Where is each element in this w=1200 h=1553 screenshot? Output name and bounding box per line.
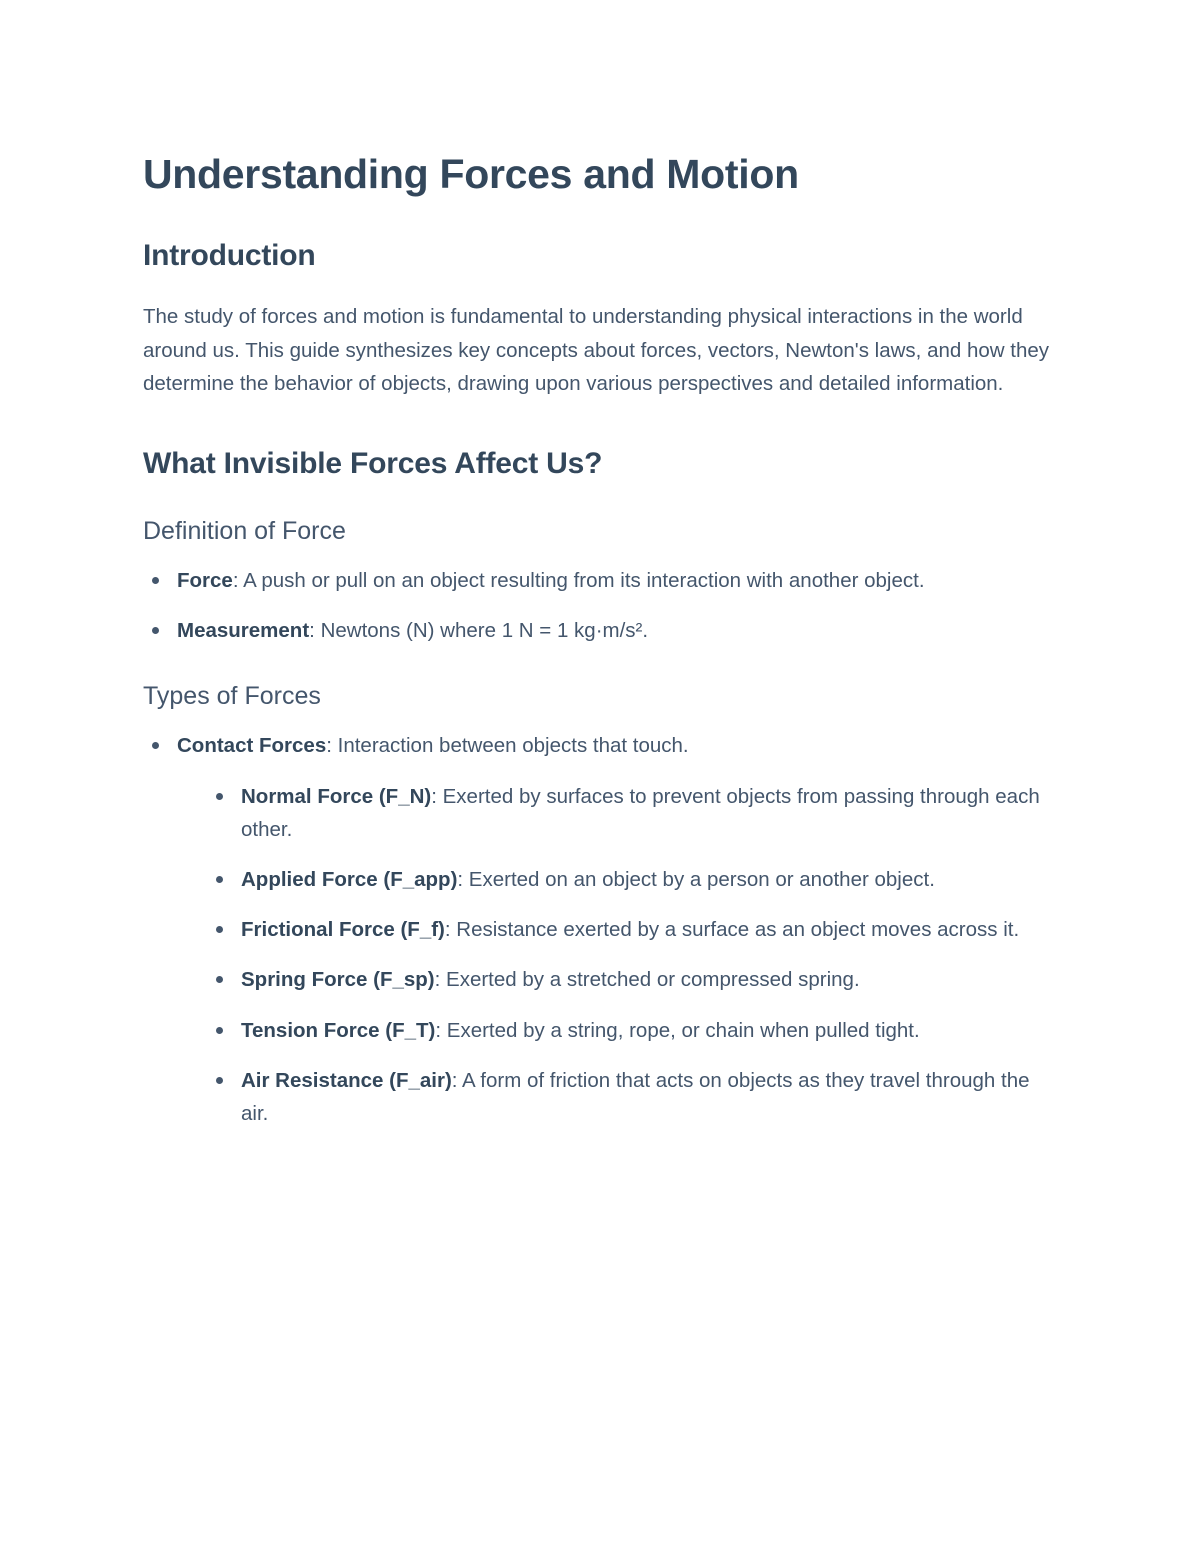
definition-list (143, 564, 1060, 647)
list-item (207, 780, 1060, 846)
list-item (143, 564, 1060, 597)
list-item (207, 1014, 1060, 1047)
subsection-heading-definition-of-force: Definition of Force (143, 516, 346, 545)
list-item-text: : Resistance exerted by a surface as an object moves across it. (444, 918, 1020, 942)
list-item (143, 729, 1060, 1130)
introduction-paragraph: The study of forces and motion is fundamental to understanding physical interactions in the world around us. This guide synthesizes key concepts about forces, vectors, Newton's laws, and how they determine the behavior of objects, drawing upon various perspectives and detailed information. (143, 305, 1050, 395)
list-item (207, 863, 1060, 896)
list-item-text: : Exerted by a string, rope, or chain when pulled tight. (435, 1018, 920, 1042)
list-item-label: Measurement (177, 619, 310, 643)
list-item-label: Contact Forces (177, 734, 327, 758)
list-item-text: : Exerted by surfaces to prevent objects from passing through each other. (241, 784, 1040, 841)
list-item (207, 963, 1060, 996)
page-title: Understanding Forces and Motion (143, 151, 799, 197)
section-heading-invisible-forces: What Invisible Forces Affect Us? (143, 446, 603, 480)
list-item-text: : A push or pull on an object resulting from its interaction with another object. (232, 568, 925, 592)
list-item-label: Applied Force (F_app) (241, 868, 458, 891)
list-item-label: Normal Force (F_N) (241, 784, 432, 808)
list-item-label: Tension Force (F_T) (241, 1018, 436, 1042)
list-item-text: : Exerted on an object by a person or another object. (457, 868, 935, 891)
list-item (143, 614, 1060, 647)
list-item-text: : Interaction between objects that touch. (326, 734, 689, 758)
list-item-text: : Newtons (N) where 1 N = 1 kg·m/s². (309, 619, 649, 643)
subsection-heading-types-of-forces: Types of Forces (143, 682, 321, 711)
list-item-label: Frictional Force (F_f) (241, 918, 445, 942)
contact-forces-sublist (177, 780, 1060, 1131)
list-item-label: Spring Force (F_sp) (241, 968, 435, 992)
list-item (207, 913, 1060, 946)
list-item-label: Air Resistance (F_air) (241, 1068, 452, 1092)
list-item-text: : A form of friction that acts on objects as they travel through the air. (241, 1068, 1030, 1126)
section-heading-introduction: Introduction (143, 239, 316, 273)
types-of-forces-list (143, 729, 1060, 1130)
list-item (207, 1064, 1060, 1130)
list-item-label: Force (177, 568, 233, 592)
list-item-text: : Exerted by a stretched or compressed spring. (434, 968, 860, 992)
